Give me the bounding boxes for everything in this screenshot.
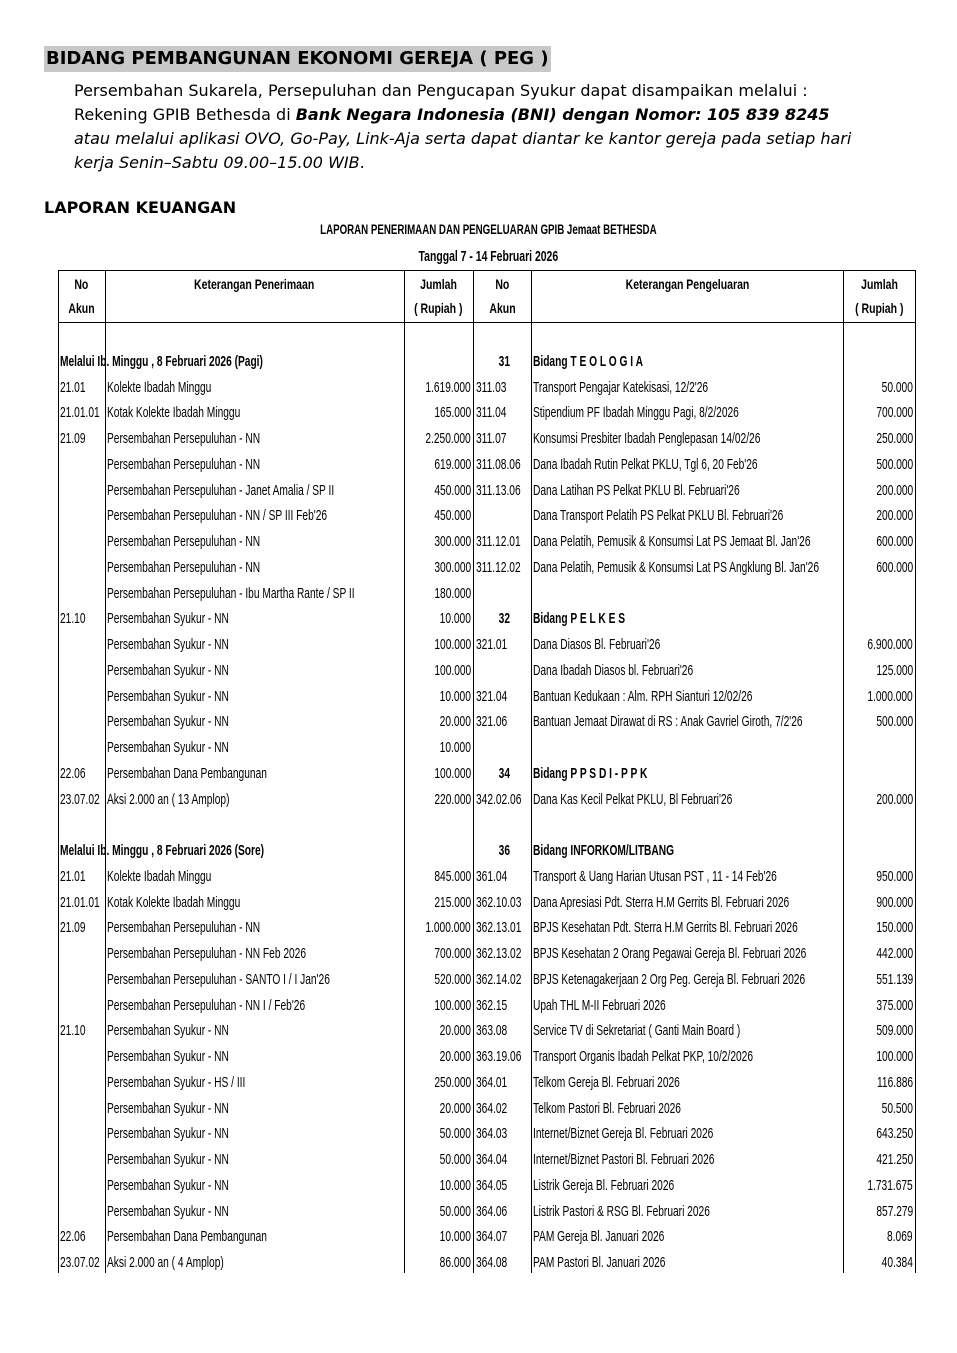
akun-penerimaan [60, 452, 108, 478]
akun-pengeluaran: 364.03 [476, 1125, 508, 1143]
office-hours: kerja Senin–Sabtu 09.00–15.00 WIB [74, 153, 360, 172]
table-row [0, 632, 957, 658]
akun-penerimaan [60, 1173, 108, 1199]
header-no-akun-1: No Akun [68, 276, 95, 316]
table-row [0, 426, 957, 452]
intro-line-3-text: atau melalui aplikasi OVO, Go-Pay, Link-Aja serta dapat diantar ke kantor gereja pada setiap hari [74, 129, 852, 148]
akun-pengeluaran: 362.14.02 [476, 970, 522, 988]
jumlah-penerimaan: 450.000 [434, 481, 471, 499]
table-row [0, 915, 957, 941]
keterangan-pengeluaran: Bidang INFORKOM/LITBANG [533, 842, 675, 859]
table-row [0, 400, 957, 426]
table-row [0, 1199, 957, 1225]
keterangan-pengeluaran: Bidang P E L K E S [533, 610, 626, 628]
akun-pengeluaran [476, 503, 534, 529]
jumlah-pengeluaran: 6.900.000 [867, 636, 913, 653]
akun-pengeluaran [476, 735, 534, 761]
keterangan-pengeluaran: BPJS Kesehatan Pdt. Sterra H.M Gerrits Bl. Februari 2026 [533, 919, 798, 937]
keterangan-pengeluaran: BPJS Kesehatan 2 Orang Pegawai Gereja Bl. Februari 2026 [533, 945, 807, 962]
jumlah-pengeluaran: 421.250 [876, 1151, 913, 1168]
jumlah-pengeluaran [820, 323, 913, 349]
keterangan-penerimaan: Persembahan Syukur - NN [107, 713, 229, 731]
jumlah-pengeluaran: 900.000 [876, 893, 913, 911]
jumlah-penerimaan: 180.000 [434, 584, 471, 602]
table-row [0, 1018, 957, 1044]
keterangan-penerimaan: Persembahan Syukur - NN [107, 1176, 229, 1194]
akun-penerimaan [60, 1121, 108, 1147]
jumlah-penerimaan: 700.000 [434, 945, 471, 962]
keterangan-penerimaan: Persembahan Syukur - HS / III [107, 1073, 246, 1091]
akun-penerimaan: 23.07.02 [60, 1254, 100, 1271]
jumlah-penerimaan: 520.000 [434, 970, 471, 988]
jumlah-pengeluaran [820, 581, 913, 607]
jumlah-penerimaan: 50.000 [439, 1202, 471, 1220]
jumlah-pengeluaran: 116.886 [876, 1073, 913, 1091]
table-row [0, 735, 957, 761]
jumlah-pengeluaran: 200.000 [876, 790, 913, 808]
keterangan-pengeluaran: Telkom Gereja Bl. Februari 2026 [533, 1073, 680, 1091]
keterangan-penerimaan: Persembahan Persepuluhan - NN / SP III Feb'26 [107, 507, 328, 525]
jumlah-pengeluaran: 150.000 [876, 919, 913, 937]
table-row [0, 1147, 957, 1173]
table-row [0, 812, 957, 838]
keterangan-penerimaan: Persembahan Persepuluhan - NN [107, 919, 261, 937]
keterangan-pengeluaran: Dana Pelatih, Pemusik & Konsumsi Lat PS Jemaat Bl. Jan'26 [533, 533, 811, 550]
keterangan-pengeluaran: Internet/Biznet Pastori Bl. Februari 2026 [533, 1151, 715, 1168]
keterangan-penerimaan: Aksi 2.000 an ( 13 Amplop) [107, 790, 230, 808]
table-row [0, 864, 957, 890]
keterangan-penerimaan: Aksi 2.000 an ( 4 Amplop) [107, 1254, 224, 1271]
jumlah-penerimaan [400, 323, 471, 349]
akun-pengeluaran: 362.15 [476, 996, 508, 1014]
akun-pengeluaran: 364.02 [476, 1099, 508, 1117]
akun-penerimaan [60, 812, 108, 838]
table-row [0, 967, 957, 993]
table-row [0, 1070, 957, 1096]
akun-pengeluaran: 321.04 [476, 687, 508, 705]
jumlah-penerimaan: 619.000 [434, 455, 471, 473]
jumlah-pengeluaran [820, 761, 913, 787]
akun-penerimaan: 22.06 [60, 764, 86, 782]
keterangan-pengeluaran: Dana Kas Kecil Pelkat PKLU, Bl Februari'26 [533, 790, 733, 808]
jumlah-pengeluaran: 600.000 [876, 533, 913, 550]
keterangan-penerimaan [107, 812, 437, 838]
jumlah-pengeluaran: 1.731.675 [867, 1176, 913, 1194]
akun-penerimaan [60, 1096, 108, 1122]
jumlah-pengeluaran: 442.000 [876, 945, 913, 962]
jumlah-pengeluaran [820, 735, 913, 761]
bank-account-info: Bank Negara Indonesia (BNI) dengan Nomor: 105 839 8245 [295, 105, 830, 124]
akun-pengeluaran: 364.08 [476, 1254, 508, 1271]
jumlah-pengeluaran: 500.000 [876, 455, 913, 473]
jumlah-pengeluaran [820, 812, 913, 838]
section-heading: BIDANG PEMBANGUNAN EKONOMI GEREJA ( PEG ) [44, 46, 551, 72]
keterangan-pengeluaran: Listrik Pastori & RSG Bl. Februari 2026 [533, 1202, 710, 1220]
jumlah-penerimaan: 50.000 [439, 1125, 471, 1143]
keterangan-pengeluaran: Stipendium PF Ibadah Minggu Pagi, 8/2/2026 [533, 404, 739, 422]
table-row [0, 1173, 957, 1199]
keterangan-penerimaan: Persembahan Syukur - NN [107, 1151, 229, 1168]
akun-pengeluaran: 311.03 [476, 378, 507, 396]
akun-penerimaan [60, 503, 108, 529]
akun-pengeluaran: 311.12.01 [476, 533, 521, 550]
jumlah-penerimaan: 100.000 [434, 764, 471, 782]
keterangan-pengeluaran: Dana Ibadah Diasos bl. Februari'26 [533, 661, 694, 679]
table-row [0, 709, 957, 735]
akun-pengeluaran [476, 658, 534, 684]
jumlah-penerimaan: 10.000 [439, 687, 471, 705]
table-row [0, 478, 957, 504]
akun-pengeluaran: 364.01 [476, 1073, 508, 1091]
keterangan-pengeluaran: Transport Pengajar Katekisasi, 12/2'26 [533, 378, 709, 396]
akun-pengeluaran: 362.13.02 [476, 945, 522, 962]
keterangan-penerimaan: Persembahan Persepuluhan - NN [107, 455, 261, 473]
jumlah-penerimaan: 86.000 [439, 1254, 471, 1271]
akun-penerimaan [60, 478, 108, 504]
jumlah-pengeluaran: 200.000 [876, 507, 913, 525]
keterangan-penerimaan: Persembahan Syukur - NN [107, 661, 229, 679]
keterangan-penerimaan: Persembahan Syukur - NN [107, 1125, 229, 1143]
akun-pengeluaran [476, 323, 534, 349]
table-row [0, 787, 957, 813]
jumlah-pengeluaran: 1.000.000 [867, 687, 913, 705]
akun-penerimaan [60, 1147, 108, 1173]
akun-penerimaan [60, 555, 108, 581]
table-row [0, 581, 957, 607]
table-row [0, 658, 957, 684]
keterangan-penerimaan: Persembahan Persepuluhan - NN [107, 533, 261, 550]
intro-line-3 [74, 128, 909, 150]
akun-penerimaan [60, 1044, 108, 1070]
akun-penerimaan: 21.09 [60, 430, 86, 447]
jumlah-penerimaan: 10.000 [439, 739, 471, 756]
intro-line-4-suffix: . [359, 153, 365, 172]
akun-pengeluaran: 311.13.06 [476, 481, 521, 499]
keterangan-pengeluaran: Dana Diasos Bl. Februari'26 [533, 636, 661, 653]
jumlah-pengeluaran: 500.000 [876, 713, 913, 731]
akun-penerimaan: 21.10 [60, 610, 86, 628]
akun-pengeluaran: 321.01 [476, 636, 508, 653]
akun-penerimaan [60, 993, 108, 1019]
keterangan-pengeluaran: PAM Pastori Bl. Januari 2026 [533, 1254, 666, 1271]
keterangan-pengeluaran: Service TV di Sekretariat ( Ganti Main Board ) [533, 1022, 741, 1040]
intro-line-2-prefix: Rekening GPIB Bethesda di [74, 105, 296, 124]
jumlah-penerimaan: 100.000 [434, 661, 471, 679]
report-title: LAPORAN PENERIMAAN DAN PENGELUARAN GPIB Jemaat BETHESDA [320, 222, 657, 237]
akun-penerimaan [60, 323, 108, 349]
jumlah-penerimaan: 215.000 [434, 893, 471, 911]
keterangan-pengeluaran: Dana Apresiasi Pdt. Sterra H.M Gerrits Bl. Februari 2026 [533, 893, 790, 911]
keterangan-penerimaan: Persembahan Dana Pembangunan [107, 1228, 267, 1246]
table-row [0, 993, 957, 1019]
keterangan-pengeluaran: Listrik Gereja Bl. Februari 2026 [533, 1176, 675, 1194]
header-jumlah-2: Jumlah ( Rupiah ) [855, 276, 904, 316]
keterangan-pengeluaran [533, 581, 863, 607]
akun-penerimaan [60, 1070, 108, 1096]
keterangan-penerimaan: Persembahan Syukur - NN [107, 1202, 229, 1220]
table-row [0, 1096, 957, 1122]
keterangan-pengeluaran: Bidang P P S D I - P P K [533, 764, 648, 782]
table-row [0, 838, 957, 864]
jumlah-penerimaan: 50.000 [439, 1151, 471, 1168]
keterangan-penerimaan: Persembahan Dana Pembangunan [107, 764, 267, 782]
report-period: Tanggal 7 - 14 Februari 2026 [418, 249, 559, 265]
akun-penerimaan: 21.01 [60, 378, 86, 396]
jumlah-pengeluaran: 600.000 [876, 558, 913, 576]
jumlah-penerimaan: 300.000 [434, 558, 471, 576]
akun-penerimaan [60, 1199, 108, 1225]
jumlah-pengeluaran: 375.000 [876, 996, 913, 1014]
keterangan-penerimaan: Persembahan Syukur - NN [107, 1048, 229, 1065]
keterangan-pengeluaran [533, 735, 863, 761]
akun-pengeluaran: 362.13.01 [476, 919, 522, 937]
table-row [0, 555, 957, 581]
jumlah-pengeluaran: 700.000 [876, 404, 913, 422]
jumlah-penerimaan: 300.000 [434, 533, 471, 550]
jumlah-penerimaan: 250.000 [434, 1073, 471, 1091]
akun-pengeluaran [476, 581, 534, 607]
header-no-akun-2: No Akun [488, 276, 516, 316]
akun-penerimaan: 23.07.02 [60, 790, 100, 808]
akun-pengeluaran: 31 [498, 352, 510, 370]
header-jumlah-1: Jumlah ( Rupiah ) [414, 276, 463, 316]
keterangan-pengeluaran: Konsumsi Presbiter Ibadah Penglepasan 14/02/26 [533, 430, 761, 447]
jumlah-pengeluaran: 40.384 [881, 1254, 913, 1271]
keterangan-penerimaan: Kolekte Ibadah Minggu [107, 867, 212, 885]
akun-pengeluaran: 363.19.06 [476, 1048, 522, 1065]
keterangan-penerimaan: Persembahan Syukur - NN [107, 1099, 229, 1117]
keterangan-penerimaan: Kotak Kolekte Ibadah Minggu [107, 893, 241, 911]
keterangan-penerimaan: Persembahan Persepuluhan - NN [107, 558, 261, 576]
jumlah-penerimaan: 20.000 [439, 713, 471, 731]
akun-penerimaan [60, 941, 108, 967]
table-row [0, 452, 957, 478]
table-row [0, 941, 957, 967]
jumlah-penerimaan: 10.000 [439, 1176, 471, 1194]
jumlah-penerimaan: 100.000 [434, 996, 471, 1014]
jumlah-penerimaan: 845.000 [434, 867, 471, 885]
keterangan-penerimaan: Persembahan Syukur - NN [107, 1022, 229, 1040]
jumlah-pengeluaran: 50.500 [881, 1099, 913, 1117]
table-row [0, 606, 957, 632]
keterangan-pengeluaran: Telkom Pastori Bl. Februari 2026 [533, 1099, 681, 1117]
keterangan-pengeluaran: Dana Pelatih, Pemusik & Konsumsi Lat PS Angklung Bl. Jan'26 [533, 558, 820, 576]
akun-penerimaan: 21.01.01 [60, 404, 100, 422]
laporan-keuangan-title: LAPORAN KEUANGAN [44, 198, 237, 217]
keterangan-pengeluaran [533, 812, 863, 838]
jumlah-pengeluaran: 125.000 [876, 661, 913, 679]
keterangan-pengeluaran: Internet/Biznet Gereja Bl. Februari 2026 [533, 1125, 714, 1143]
keterangan-penerimaan: Persembahan Syukur - NN [107, 739, 229, 756]
jumlah-penerimaan: 20.000 [439, 1099, 471, 1117]
akun-pengeluaran: 364.04 [476, 1151, 508, 1168]
akun-pengeluaran [476, 812, 534, 838]
header-keterangan-pengeluaran: Keterangan Pengeluaran [625, 276, 749, 292]
jumlah-penerimaan: 20.000 [439, 1022, 471, 1040]
keterangan-pengeluaran: Bantuan Kedukaan : Alm. RPH Sianturi 12/02/26 [533, 687, 753, 705]
akun-pengeluaran: 311.08.06 [476, 455, 521, 473]
keterangan-penerimaan [107, 323, 437, 349]
keterangan-penerimaan: Persembahan Syukur - NN [107, 610, 229, 628]
keterangan-penerimaan: Kotak Kolekte Ibadah Minggu [107, 404, 241, 422]
akun-penerimaan: 22.06 [60, 1228, 86, 1246]
keterangan-pengeluaran: Dana Latihan PS Pelkat PKLU Bl. Februari'26 [533, 481, 740, 499]
keterangan-pengeluaran: Dana Ibadah Rutin Pelkat PKLU, Tgl 6, 20 Feb'26 [533, 455, 758, 473]
akun-penerimaan [60, 581, 108, 607]
table-row [0, 1121, 957, 1147]
table-row [0, 503, 957, 529]
akun-pengeluaran: 364.07 [476, 1228, 508, 1246]
intro-line-2 [74, 104, 909, 126]
akun-pengeluaran: 363.08 [476, 1022, 508, 1040]
jumlah-penerimaan: 100.000 [434, 636, 471, 653]
akun-pengeluaran: 364.06 [476, 1202, 508, 1220]
jumlah-penerimaan: 2.250.000 [425, 430, 471, 447]
keterangan-pengeluaran [533, 323, 863, 349]
jumlah-pengeluaran: 200.000 [876, 481, 913, 499]
table-row [0, 1224, 957, 1250]
keterangan-penerimaan: Persembahan Persepuluhan - NN I / Feb'26 [107, 996, 306, 1014]
jumlah-pengeluaran [820, 606, 913, 632]
jumlah-pengeluaran: 250.000 [876, 430, 913, 447]
akun-pengeluaran: 362.10.03 [476, 893, 522, 911]
keterangan-penerimaan: Persembahan Persepuluhan - NN [107, 430, 261, 447]
akun-pengeluaran: 311.12.02 [476, 558, 521, 576]
akun-pengeluaran: 32 [498, 610, 510, 628]
jumlah-penerimaan: 220.000 [434, 790, 471, 808]
akun-penerimaan: 21.01.01 [60, 893, 100, 911]
table-row [0, 349, 957, 375]
jumlah-pengeluaran: 50.000 [881, 378, 913, 396]
akun-penerimaan [60, 632, 108, 658]
table-row [0, 761, 957, 787]
akun-pengeluaran: 36 [498, 842, 510, 859]
keterangan-penerimaan: Persembahan Syukur - NN [107, 687, 229, 705]
jumlah-penerimaan: 1.619.000 [425, 378, 471, 396]
intro-line-4 [74, 152, 909, 174]
jumlah-pengeluaran: 643.250 [876, 1125, 913, 1143]
akun-penerimaan [60, 658, 108, 684]
akun-penerimaan [60, 735, 108, 761]
table-row [0, 1250, 957, 1276]
akun-penerimaan [60, 684, 108, 710]
akun-pengeluaran: 311.07 [476, 430, 507, 447]
table-row [0, 375, 957, 401]
jumlah-pengeluaran: 950.000 [876, 867, 913, 885]
akun-penerimaan [60, 529, 108, 555]
akun-pengeluaran: 34 [498, 764, 510, 782]
keterangan-pengeluaran: Transport Organis Ibadah Pelkat PKP, 10/2/2026 [533, 1048, 754, 1065]
jumlah-pengeluaran: 551.139 [876, 970, 913, 988]
jumlah-penerimaan: 10.000 [439, 610, 471, 628]
akun-pengeluaran: 361.04 [476, 867, 508, 885]
akun-pengeluaran: 364.05 [476, 1176, 508, 1194]
jumlah-pengeluaran: 8.069 [887, 1228, 913, 1246]
keterangan-pengeluaran: Bidang T E O L O G I A [533, 352, 643, 370]
intro-line-1: Persembahan Sukarela, Persepuluhan dan Pengucapan Syukur dapat disampaikan melalui : [74, 81, 808, 100]
keterangan-penerimaan: Persembahan Persepuluhan - SANTO I / I Jan'26 [107, 970, 330, 988]
table-row [0, 529, 957, 555]
jumlah-penerimaan: 20.000 [439, 1048, 471, 1065]
keterangan-pengeluaran: PAM Gereja Bl. Januari 2026 [533, 1228, 665, 1246]
akun-pengeluaran: 311.04 [476, 404, 507, 422]
table-row [0, 1044, 957, 1070]
keterangan-pengeluaran: Bantuan Jemaat Dirawat di RS : Anak Gavriel Giroth, 7/2'26 [533, 713, 803, 731]
keterangan-pengeluaran: Upah THL M-II Februari 2026 [533, 996, 666, 1014]
keterangan-penerimaan: Persembahan Persepuluhan - Janet Amalia / SP II [107, 481, 335, 499]
keterangan-penerimaan: Persembahan Syukur - NN [107, 636, 229, 653]
keterangan-pengeluaran: Dana Transport Pelatih PS Pelkat PKLU Bl. Februari'26 [533, 507, 784, 525]
keterangan-penerimaan: Melalui Ib. Minggu , 8 Februari 2026 (Sore) [60, 842, 265, 859]
jumlah-penerimaan [400, 812, 471, 838]
akun-penerimaan: 21.10 [60, 1022, 86, 1040]
jumlah-pengeluaran: 100.000 [876, 1048, 913, 1065]
akun-pengeluaran: 321.06 [476, 713, 508, 731]
table-row [0, 323, 957, 349]
table-row [0, 890, 957, 916]
jumlah-penerimaan: 10.000 [439, 1228, 471, 1246]
header-keterangan-penerimaan: Keterangan Penerimaan [194, 276, 315, 292]
akun-penerimaan [60, 709, 108, 735]
keterangan-pengeluaran: Transport & Uang Harian Utusan PST , 11 - 14 Feb'26 [533, 867, 777, 885]
akun-penerimaan: 21.01 [60, 867, 86, 885]
jumlah-penerimaan: 165.000 [434, 404, 471, 422]
akun-penerimaan: 21.09 [60, 919, 86, 937]
jumlah-pengeluaran: 857.279 [876, 1202, 913, 1220]
jumlah-pengeluaran: 509.000 [876, 1022, 913, 1040]
keterangan-penerimaan: Persembahan Persepuluhan - Ibu Martha Rante / SP II [107, 584, 355, 602]
keterangan-pengeluaran: BPJS Ketenagakerjaan 2 Org Peg. Gereja Bl. Februari 2026 [533, 970, 806, 988]
table-row [0, 684, 957, 710]
keterangan-penerimaan: Melalui Ib. Minggu , 8 Februari 2026 (Pagi) [60, 352, 263, 370]
jumlah-penerimaan: 450.000 [434, 507, 471, 525]
akun-penerimaan [60, 967, 108, 993]
keterangan-penerimaan: Kolekte Ibadah Minggu [107, 378, 212, 396]
jumlah-penerimaan: 1.000.000 [425, 919, 471, 937]
keterangan-penerimaan: Persembahan Persepuluhan - NN Feb 2026 [107, 945, 307, 962]
akun-pengeluaran: 342.02.06 [476, 790, 522, 808]
